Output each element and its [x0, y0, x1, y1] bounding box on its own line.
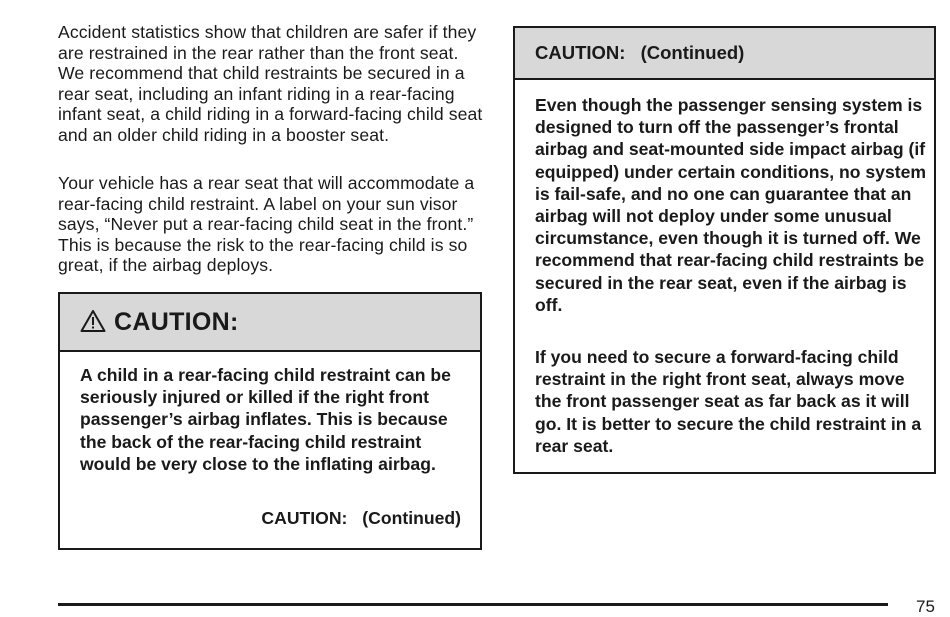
caution-continued-box — [513, 26, 936, 474]
page-number: 75 — [916, 597, 935, 616]
caution-title: CAUTION: — [114, 307, 239, 336]
intro-paragraph: Accident statistics show that children are safer if they are restrained in the rear rather than the front seat. We recommend that child restraints be secured in a rear seat, including an infant riding in a rear-facing infant seat, a child riding in a forward-facing child seat and an older child riding in a booster seat. — [58, 22, 483, 145]
passenger-sensing-text: Even though the passenger sensing system is designed to turn off the passenger’s frontal airbag and seat-mounted side impact airbag (if equipped) under certain conditions, no system is fail-safe, and no one can guarantee that an airbag will not deploy under some unusual circumstance, even though it is turned off. We recommend that rear-facing child restraints be secured in the rear seat, even if the airbag is off. — [535, 95, 927, 315]
sun-visor-paragraph: Your vehicle has a rear seat that will accommodate a rear-facing child restraint. A label on your sun visor says, “Never put a rear-facing child seat in the front.” This is because the risk to the rear-facing child is so great, if the airbag deploys. — [58, 173, 475, 275]
forward-facing-text: If you need to secure a forward-facing child restraint in the right front seat, always move the front passenger seat as far back as it will go. It is better to secure the child restraint in a rear seat. — [535, 347, 922, 456]
footer-rule — [58, 603, 888, 606]
warning-triangle-icon — [80, 309, 106, 333]
caution-header — [60, 294, 480, 352]
caution-continued-header: CAUTION: (Continued) — [515, 28, 934, 80]
caution-box — [58, 292, 482, 550]
caution-text: A child in a rear-facing child restraint can be seriously injured or killed if the right front passenger’s airbag inflates. This is because the back of the rear-facing child restraint would be very close to the inflating airbag. — [80, 365, 451, 474]
caution-continued-label: CAUTION: (Continued) — [261, 508, 461, 528]
